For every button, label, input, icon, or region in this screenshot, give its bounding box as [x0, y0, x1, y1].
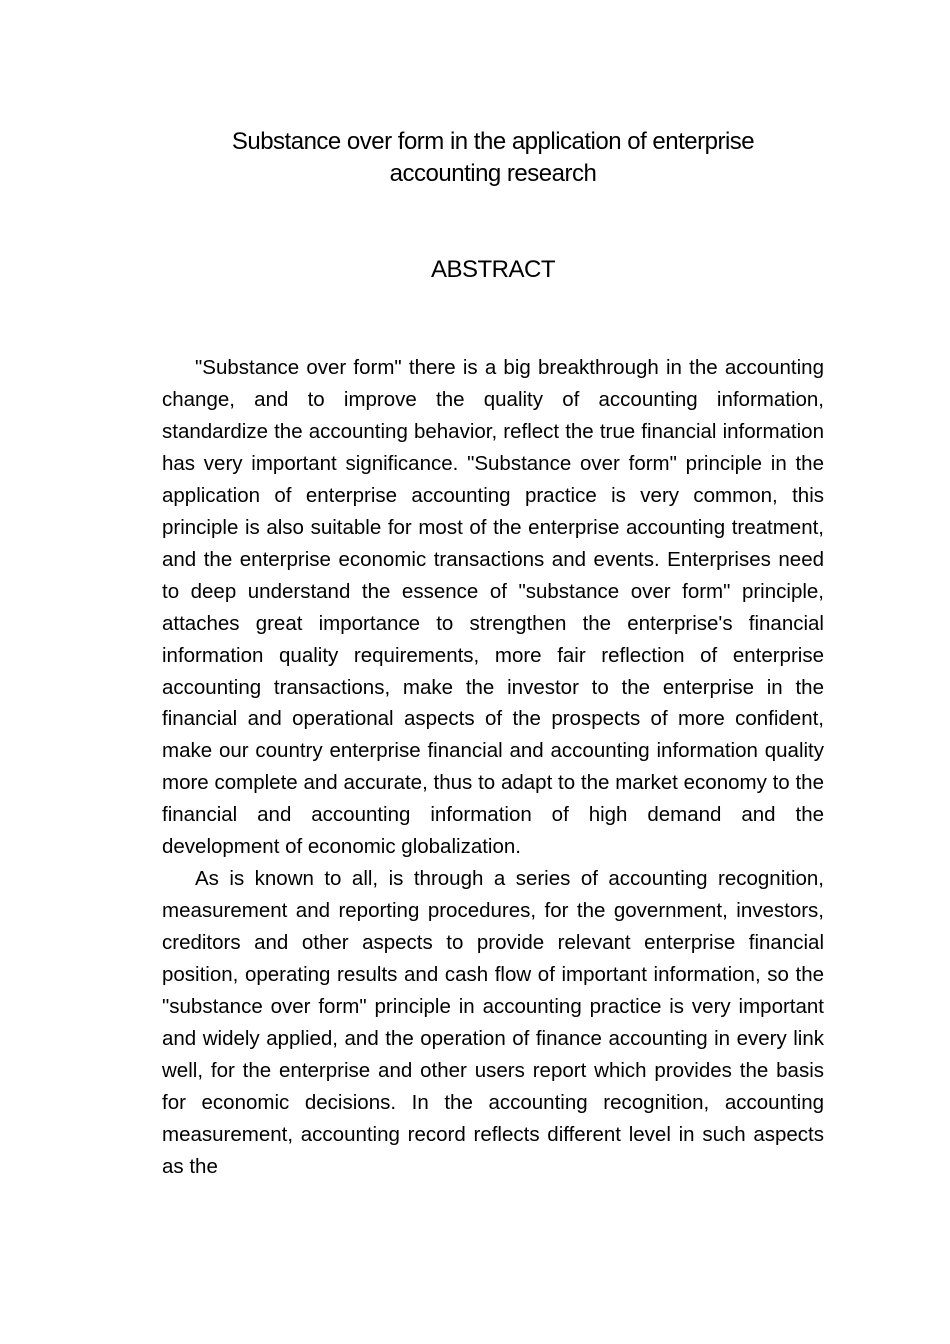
title-line-1: Substance over form in the application of enterprise [231, 128, 755, 155]
abstract-paragraph-2: As is known to all, is through a series of accounting recognition, measurement and reporting procedures, for the government, investors, creditors and other aspects to provide relevant enterprise financial position, operating results and cash flow of important information, so the "substance over form" principle in accounting practice is very important and widely applied, and the operation of finance accounting in every link well, for the enterprise and other users report which provides the basis for economic decisions. In the accounting recognition, accounting measurement, accounting record reflects different level in such aspects as the [162, 867, 824, 1178]
abstract-heading: ABSTRACT [430, 256, 555, 283]
document-title [162, 126, 824, 190]
abstract-body-viewport [162, 352, 824, 1214]
abstract-body [162, 352, 824, 1183]
title-line-2: accounting research [389, 160, 597, 187]
abstract-paragraph-1: "Substance over form" there is a big breakthrough in the accounting change, and to improve the quality of accounting information, standardize the accounting behavior, reflect the true financial information has very important significance. "Substance over form" principle in the application of enterprise accounting practice is very common, this principle is also suitable for most of the enterprise accounting treatment, and the enterprise economic transactions and events. Enterprises need to deep understand the essence of "substance over form" principle, attaches great importance to strengthen the enterprise's financial information quality requirements, more fair reflection of enterprise accounting transactions, make the investor to the enterprise in the financial and operational aspects of the prospects of more confident, make our country enterprise financial and accounting information quality more complete and accurate, thus to adapt to the market economy to the financial and accounting information of high demand and the development of economic globalization. [162, 356, 824, 859]
